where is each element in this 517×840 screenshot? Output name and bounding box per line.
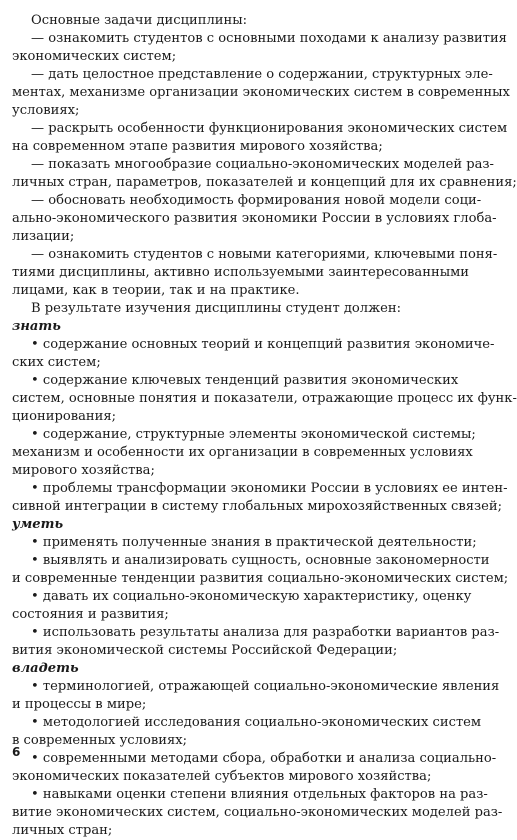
text-line: условиях;	[12, 103, 80, 118]
text-line: вития экономической системы Российской Федерации;	[12, 643, 398, 658]
text-line: экономических систем;	[12, 49, 177, 64]
text-line: • использовать результаты анализа для разработки вариантов раз-	[31, 625, 500, 640]
text-line: ских систем;	[12, 355, 101, 370]
text-line: сивной интеграции в систему глобальных мирохозяйственных связей;	[12, 499, 503, 514]
text-line: — показать многообразие социально-экономических моделей раз-	[31, 157, 494, 172]
text-line: в современных условиях;	[12, 733, 188, 748]
page-body	[12, 12, 517, 840]
section-heading: знать	[12, 319, 61, 334]
text-line: личных стран;	[12, 823, 113, 838]
text-line: и процессы в мире;	[12, 697, 147, 712]
text-line: и современные тенденции развития социально-экономических систем;	[12, 571, 509, 586]
text-line: ментах, механизме организации экономических систем в современных	[12, 85, 510, 100]
section-heading: уметь	[12, 517, 64, 532]
page-number: 6	[12, 745, 21, 759]
text-line: механизм и особенности их организации в современных условиях	[12, 445, 473, 460]
text-line: • давать их социально-экономическую характеристику, оценку	[31, 589, 472, 604]
text-line: В результате изучения дисциплины студент должен:	[31, 301, 402, 316]
text-line: ционирования;	[12, 409, 117, 424]
text-line: лизации;	[12, 229, 75, 244]
text-line: — дать целостное представление о содержании, структурных эле-	[31, 67, 493, 82]
text-line: • содержание основных теорий и концепций развития экономиче-	[31, 337, 495, 352]
text-line: личных стран, параметров, показателей и концепций для их сравнения;	[12, 175, 517, 190]
text-line: ально-экономического развития экономики России в условиях глоба-	[12, 211, 497, 226]
text-line: систем, основные понятия и показатели, отражающие процесс их функ-	[12, 391, 517, 406]
text-line: • терминологией, отражающей социально-экономические явления	[31, 679, 500, 694]
text-line: — ознакомить студентов с новыми категориями, ключевыми поня-	[31, 247, 498, 262]
text-line: экономических показателей субъектов мирового хозяйства;	[12, 769, 432, 784]
text-line: • современными методами сбора, обработки и анализа социально-	[31, 751, 497, 766]
text-line: — обосновать необходимость формирования новой модели соци-	[31, 193, 482, 208]
section-heading: владеть	[12, 661, 79, 676]
text-line: Основные задачи дисциплины:	[31, 13, 248, 28]
text-line: — ознакомить студентов с основными походами к анализу развития	[31, 31, 507, 46]
text-line: витие экономических систем, социально-экономических моделей раз-	[12, 805, 503, 820]
text-line: • проблемы трансформации экономики России в условиях ее интен-	[31, 481, 508, 496]
text-line: на современном этапе развития мирового хозяйства;	[12, 139, 383, 154]
text-line: • методологией исследования социально-экономических систем	[31, 715, 482, 730]
text-line: тиями дисциплины, активно используемыми заинтересованными	[12, 265, 470, 280]
text-line: — раскрыть особенности функционирования экономических систем	[31, 121, 508, 136]
text-line: • применять полученные знания в практической деятельности;	[31, 535, 477, 550]
text-line: • выявлять и анализировать сущность, основные закономерности	[31, 553, 490, 568]
text-line: • содержание ключевых тенденций развития экономических	[31, 373, 459, 388]
text-line: лицами, как в теории, так и на практике.	[12, 283, 300, 298]
text-line: мирового хозяйства;	[12, 463, 155, 478]
text-line: состояния и развития;	[12, 607, 169, 622]
text-line: • навыками оценки степени влияния отдельных факторов на раз-	[31, 787, 488, 802]
text-line: • содержание, структурные элементы экономической системы;	[31, 427, 476, 442]
